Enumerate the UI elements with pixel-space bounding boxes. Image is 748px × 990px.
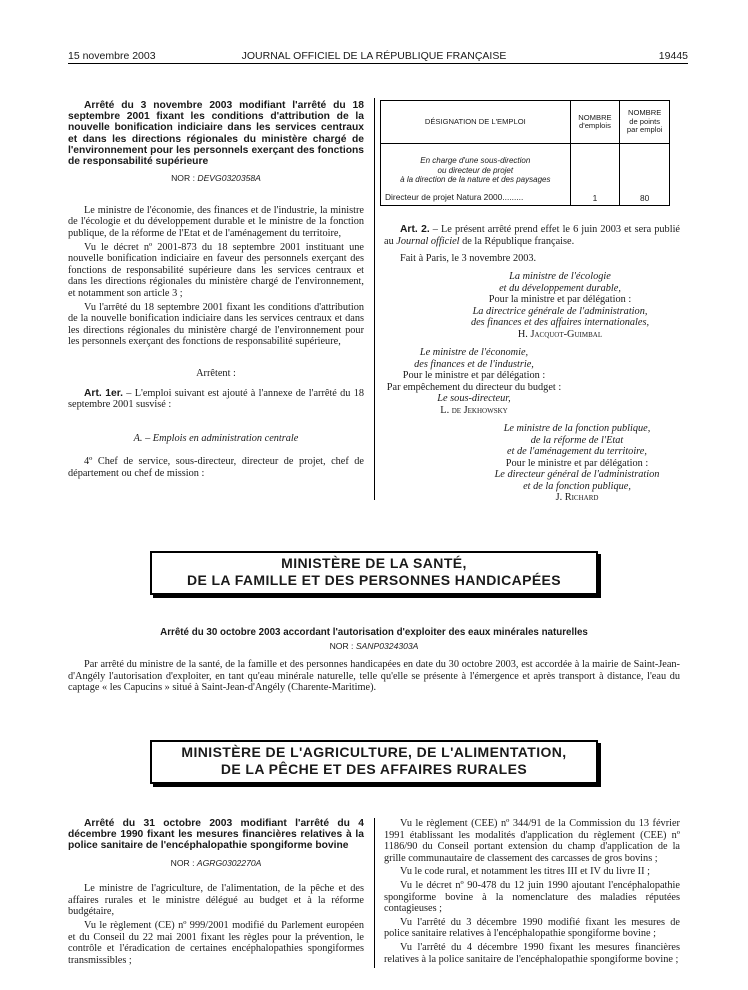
esb-nor (68, 858, 364, 870)
ministry-sante-line1: MINISTÈRE DE LA SANTÉ, (281, 555, 467, 571)
header-page-number: 19445 (658, 50, 688, 62)
sig-line (472, 423, 682, 435)
eaux-text: Par arrêté du ministre de la santé, de la famille et des personnes handicapées en date du 30 octobre 2003, est accordée à la mairie de Saint-Jean-d'Angély l'autorisation d'exploiter, en tant qu'eau minérale naturelle, telle qu'elle se présente à l'émergence et après transport à distance, l'eau du captage « les Capucins » situé à Saint-Jean-d'Angély (Charente-Maritime). (68, 659, 680, 694)
ministry-sante-line2: DE LA FAMILLE ET DES PERSONNES HANDICAPÉES (186, 572, 562, 588)
sig-line (384, 393, 564, 405)
sig-text: Par empêchement du directeur du budget : (386, 381, 562, 393)
esb-paragraph: Vu le décret nº 90-478 du 12 juin 1990 ajoutant l'encéphalopathie spongiforme bovine à la nomenclature des maladies réputées contagieuses ; (384, 879, 680, 915)
section-a-text: A. – Emplois en administration centrale (133, 432, 299, 444)
sig-line (384, 370, 564, 382)
ministry-agri-line2: DE LA PÊCHE ET DES AFFAIRES RURALES (220, 761, 528, 777)
sig-text: Le directeur général de l'administration (494, 469, 660, 480)
sig-name: H. Jacquot-Guimbal (517, 328, 603, 340)
sig-line (472, 435, 682, 447)
sig-text: La ministre de l'écologie (509, 271, 611, 282)
table-row-label: Directeur de projet Natura 2000......... (385, 191, 524, 202)
article1-art1 (68, 388, 364, 411)
column-divider (374, 818, 375, 968)
sig-line (384, 359, 564, 371)
nor-code: DEVG0320358A (197, 173, 261, 184)
table-cell-designation (381, 144, 571, 206)
nor-code: SANP0324303A (355, 641, 419, 651)
esb-paragraph: Vu le règlement (CE) nº 999/2001 modifié du Parlement européen et du Conseil du 22 mai 2001 fixant les règles pour la prévention, le contrôle et l'éradication de certaines encéphalopathies spongiformes transmissibles ; (68, 919, 364, 966)
sig-name: L. de Jekhowsky (440, 404, 508, 416)
sig-line (472, 481, 682, 493)
fait-a-paris: Fait à Paris, le 3 novembre 2003. (400, 253, 537, 265)
sig-text: Pour le ministre et par délégation : (505, 457, 649, 469)
sig-text: Le sous-directeur, (437, 393, 511, 404)
table-row (381, 144, 670, 206)
table-italic-block (381, 144, 570, 189)
sig-line (472, 458, 682, 470)
table-cell-points: 80 (620, 144, 670, 206)
sig-line (460, 317, 660, 329)
article1-paragraph: Le ministre de l'économie, des finances et de l'industrie, la ministre de l'écologie et du développement durable et le ministre de la fonction publique, de la réforme de l'Etat et de l'aménagement du territoire, (68, 204, 364, 239)
sig-line (384, 382, 564, 394)
sig-line (384, 347, 564, 359)
article1-nor (68, 173, 364, 185)
esb-paragraph: Le ministre de l'agriculture, de l'alimentation, de la pêche et des affaires rurales et le ministre délégué au budget et à la réforme budgétaire, (68, 883, 364, 918)
sig-line (472, 469, 682, 481)
art2-label: Art. 2. (400, 224, 430, 235)
esb-paragraph: Vu le règlement (CEE) nº 344/91 de la Commission du 13 février 1991 établissant les modalités d'application du règlement (CEE) nº 1186/90 du Conseil portant extension du champ d'application de la grille communautaire de classement des carcasses de gros bovins ; (384, 818, 680, 864)
sig-line (460, 271, 660, 283)
article1-paragraph: Vu le décret nº 2001-873 du 18 septembre 2001 instituant une nouvelle bonification indiciaire en faveur des personnels exerçant des fonctions de responsabilité supérieure dans les services centraux et dans les directions régionales du ministère chargé de l'environnement, et notamment son article 3 ; (68, 241, 364, 299)
sig-text: et du développement durable, (499, 282, 621, 294)
table-italic-line: à la direction de la nature et des paysages (400, 175, 551, 184)
eaux-title: Arrêté du 30 octobre 2003 accordant l'autorisation d'exploiter des eaux minérales naturelles (160, 627, 588, 638)
sig-text: Pour le ministre et par délégation : (402, 370, 546, 381)
nor-label: NOR : (171, 173, 195, 184)
signature-ecologie (460, 271, 660, 340)
art1-text: – L'emploi suivant est ajouté à l'annexe de l'arrêté du 18 septembre 2001 susvisé : (68, 387, 364, 411)
ministry-agri-banner (150, 740, 598, 784)
article1-title: Arrêté du 3 novembre 2003 modifiant l'arrêté du 18 septembre 2001 fixant les conditions d'attribution de la nouvelle bonification indiciaire dans les services centraux et dans les directions régionales du ministère chargé de l'environnement pour les personnels exerçant des fonctions de responsabilité supérieure (68, 100, 364, 168)
header-date: 15 novembre 2003 (68, 50, 156, 62)
signature-fonction-publique (472, 423, 682, 504)
esb-paragraph: Vu l'arrêté du 4 décembre 1990 fixant les mesures financières relatives à la police sanitaire de l'encéphalopathie spongiforme bovine ; (384, 941, 680, 965)
sig-text: La directrice générale de l'administration, (472, 305, 648, 317)
sig-text: et de l'aménagement du territoire, (507, 446, 647, 457)
art2-text-after: de la République française. (459, 235, 575, 247)
esb-right-column (384, 818, 680, 967)
eaux-nor (68, 641, 680, 651)
sig-text: des finances et des affaires internationales, (470, 317, 650, 328)
emplois-table (380, 100, 670, 206)
nor-label: NOR : (329, 641, 354, 651)
sig-line (460, 294, 660, 306)
sig-line (460, 283, 660, 295)
esb-title: Arrêté du 31 octobre 2003 modifiant l'arrêté du 4 décembre 1990 fixant les mesures financières relatives à la police sanitaire de l'encéphalopathie spongiforme bovine (68, 818, 364, 852)
table-italic-line: ou directeur de projet (437, 165, 514, 175)
esb-paragraph: Vu l'arrêté du 3 décembre 1990 modifié fixant les mesures de police sanitaire relatives à l'encéphalopathie spongiforme bovine ; (384, 916, 680, 940)
ministry-sante-banner (150, 551, 598, 595)
sig-text: Le ministre de la fonction publique, (503, 423, 651, 434)
section-a-heading (68, 433, 364, 445)
nor-code: AGRG0302270A (196, 857, 262, 868)
article1-column (68, 100, 364, 482)
article1-paragraph: Vu l'arrêté du 18 septembre 2001 fixant les conditions d'attribution de la nouvelle bonification indiciaire dans les services centraux et dans les directions régionales du ministère chargé de l'environnement pour les personnels exerçant des fonctions de responsabilité supérieure, (68, 301, 364, 348)
sig-line (460, 306, 660, 318)
table-header-count: NOMBRE d'emplois (570, 101, 620, 144)
nor-label: NOR : (170, 857, 195, 868)
table-cell-count: 1 (570, 144, 620, 206)
header-rule (68, 63, 688, 64)
sig-name: J. Richard (555, 492, 599, 503)
sig-text: des finances et de l'industrie, (414, 358, 534, 370)
art2-text-before: – Le présent arrêté prend effet le 6 juin 2003 et sera publié au (384, 224, 680, 247)
header-journal: JOURNAL OFFICIEL DE LA RÉPUBLIQUE FRANÇAISE (241, 50, 507, 62)
art1-label: Art. 1er. (84, 387, 124, 399)
arretent: Arrêtent : (196, 367, 236, 379)
art2-journal: Journal officiel (396, 235, 460, 247)
table-header-row (381, 101, 670, 144)
sig-text: Pour la ministre et par délégation : (488, 294, 632, 305)
table-italic-line: En charge d'une sous-direction (420, 156, 531, 165)
article2-text (384, 224, 680, 247)
ministry-agri-line1: MINISTÈRE DE L'AGRICULTURE, DE L'ALIMENTATION, (181, 744, 567, 760)
esb-left-column (68, 818, 364, 968)
sig-text: de la réforme de l'Etat (530, 434, 624, 446)
esb-paragraph: Vu le code rural, et notamment les titres III et IV du livre II ; (400, 866, 650, 878)
table-header-points: NOMBRE de points par emploi (620, 101, 670, 144)
sig-line (472, 446, 682, 458)
signature-economie (384, 347, 564, 416)
article1-item4: 4º Chef de service, sous-directeur, directeur de projet, chef de département ou chef de mission : (68, 456, 364, 479)
column-divider (374, 98, 375, 500)
sig-text: Le ministre de l'économie, (419, 347, 529, 358)
article2-block (384, 224, 680, 267)
sig-text: et de la fonction publique, (523, 480, 631, 492)
table-row-label-text: Directeur de projet Natura 2000 (385, 191, 503, 202)
table-header-designation: DÉSIGNATION DE L'EMPLOI (381, 101, 571, 144)
